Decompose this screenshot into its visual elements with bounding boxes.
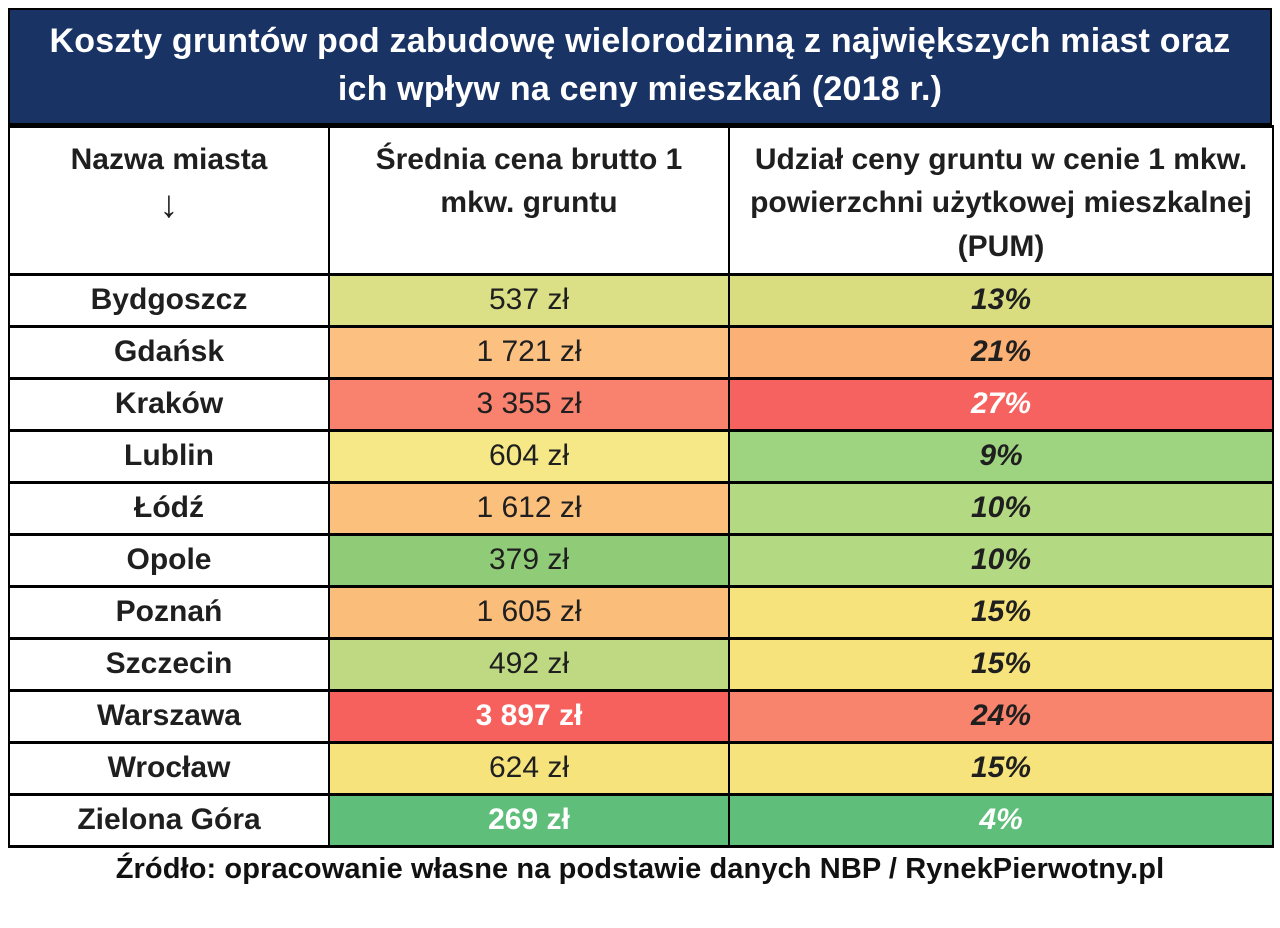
table-row: [9, 586, 1273, 638]
table-header: [9, 126, 1273, 274]
source-attribution: Źródło: opracowanie własne na podstawie danych NBP / RynekPierwotny.pl: [115, 852, 1165, 885]
column-header-city-label: Nazwa miasta: [70, 142, 268, 176]
land-cost-table: [8, 125, 1274, 848]
column-header-city: [9, 126, 329, 274]
price-cell: 379 zł: [329, 534, 729, 586]
percent-cell: 4%: [729, 794, 1273, 846]
percent-cell: 24%: [729, 690, 1273, 742]
table-row: [9, 534, 1273, 586]
price-cell: 3 897 zł: [329, 690, 729, 742]
table-row: [9, 742, 1273, 794]
price-cell: 537 zł: [329, 274, 729, 326]
table-row: [9, 274, 1273, 326]
price-cell: 624 zł: [329, 742, 729, 794]
city-cell: Poznań: [9, 586, 329, 638]
percent-cell: 10%: [729, 482, 1273, 534]
city-cell: Bydgoszcz: [9, 274, 329, 326]
table-row: [9, 690, 1273, 742]
table-body: [9, 274, 1273, 846]
column-header-price: Średnia cena brutto 1 mkw. gruntu: [329, 126, 729, 274]
table-row: [9, 638, 1273, 690]
down-arrow-icon: ↓: [159, 184, 179, 227]
column-header-share: Udział ceny gruntu w cenie 1 mkw. powierzchni użytkowej mieszkalnej (PUM): [729, 126, 1273, 274]
city-cell: Opole: [9, 534, 329, 586]
price-cell: 269 zł: [329, 794, 729, 846]
percent-cell: 13%: [729, 274, 1273, 326]
city-cell: Gdańsk: [9, 326, 329, 378]
table-row: [9, 326, 1273, 378]
city-cell: Łódź: [9, 482, 329, 534]
city-cell: Lublin: [9, 430, 329, 482]
city-cell: Zielona Góra: [9, 794, 329, 846]
percent-cell: 15%: [729, 586, 1273, 638]
price-cell: 492 zł: [329, 638, 729, 690]
percent-cell: 9%: [729, 430, 1273, 482]
price-cell: 604 zł: [329, 430, 729, 482]
city-cell: Kraków: [9, 378, 329, 430]
table-row: [9, 482, 1273, 534]
table-row: [9, 430, 1273, 482]
city-cell: Wrocław: [9, 742, 329, 794]
page-title: Koszty gruntów pod zabudowę wielorodzinną z największych miast oraz ich wpływ na ceny mieszkań (2018 r.): [8, 8, 1272, 125]
percent-cell: 21%: [729, 326, 1273, 378]
percent-cell: 10%: [729, 534, 1273, 586]
table-row: [9, 378, 1273, 430]
percent-cell: 27%: [729, 378, 1273, 430]
percent-cell: 15%: [729, 742, 1273, 794]
city-cell: Warszawa: [9, 690, 329, 742]
percent-cell: 15%: [729, 638, 1273, 690]
header-row: [9, 126, 1273, 274]
city-cell: Szczecin: [9, 638, 329, 690]
price-cell: 1 605 zł: [329, 586, 729, 638]
price-cell: 3 355 zł: [329, 378, 729, 430]
price-cell: 1 612 zł: [329, 482, 729, 534]
price-cell: 1 721 zł: [329, 326, 729, 378]
table-row: [9, 794, 1273, 846]
